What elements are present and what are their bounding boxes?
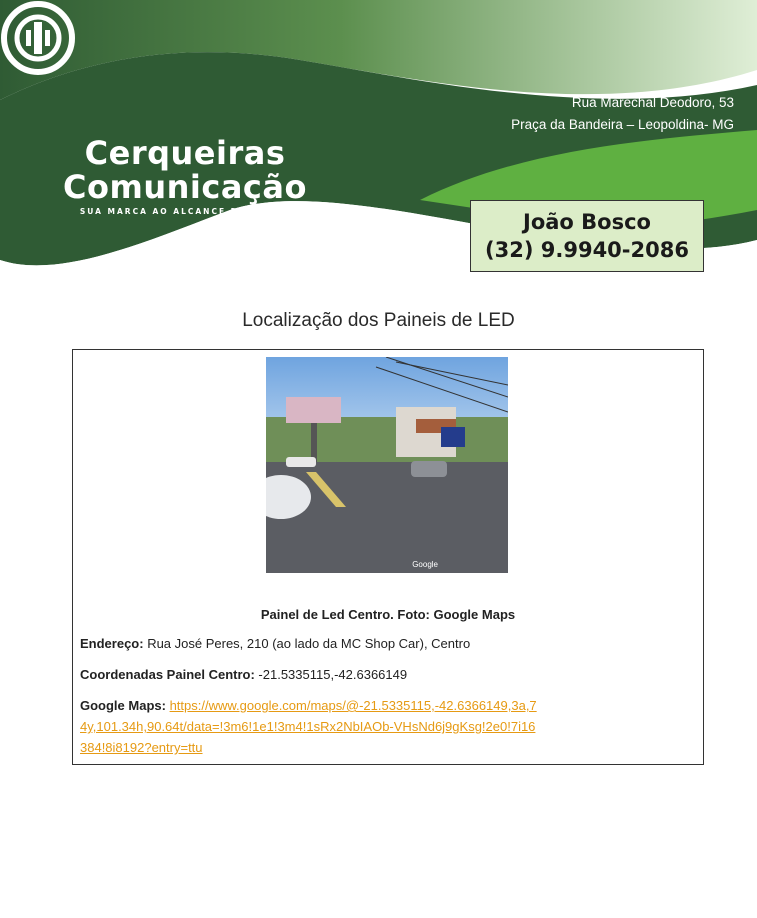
page-title: Localização dos Paineis de LED xyxy=(242,310,515,331)
brand-line-2: Comunicação xyxy=(63,168,307,206)
brand-line-1: Cerqueiras xyxy=(84,134,286,172)
street-view-photo xyxy=(266,357,508,573)
brand-name xyxy=(62,136,308,204)
coordinates-value: -21.5335115,-42.6366149 xyxy=(254,667,408,682)
letterhead xyxy=(0,0,757,300)
contact-box xyxy=(470,200,704,272)
address-line-2: Praça da Bandeira – Leopoldina- MG xyxy=(511,117,734,132)
photo-caption: Painel de Led Centro. Foto: Google Maps xyxy=(260,607,516,622)
contact-name: João Bosco xyxy=(523,210,651,234)
address-line-1: Rua Marechal Deodoro, 53 xyxy=(571,95,734,110)
google-maps-link[interactable]: https://www.google.com/maps/@-21.5335115,-42.6366149,3a,74y,101.34h,90.64t/data=!3m6!1e1!3m4!1sRx2NbIAOb-VHsNd6j9gKsg!2e0!7i16384!8i8192?entry=ttu xyxy=(80,698,537,755)
brand-tagline: SUA MARCA AO ALCANCE DE TODOS xyxy=(79,207,291,216)
company-address xyxy=(511,92,734,136)
google-watermark: Google xyxy=(412,560,438,569)
coordinates-label: Coordenadas Painel Centro: xyxy=(80,667,255,682)
address-label: Endereço: xyxy=(80,636,144,651)
target-logo-icon xyxy=(0,0,76,76)
coordinates-row xyxy=(80,664,693,685)
maps-row xyxy=(80,695,540,758)
contact-phone: (32) 9.9940-2086 xyxy=(485,238,689,262)
location-card xyxy=(72,349,704,765)
address-row xyxy=(80,633,693,654)
maps-label: Google Maps: xyxy=(80,698,166,713)
address-value: Rua José Peres, 210 (ao lado da MC Shop Car), Centro xyxy=(143,636,471,651)
